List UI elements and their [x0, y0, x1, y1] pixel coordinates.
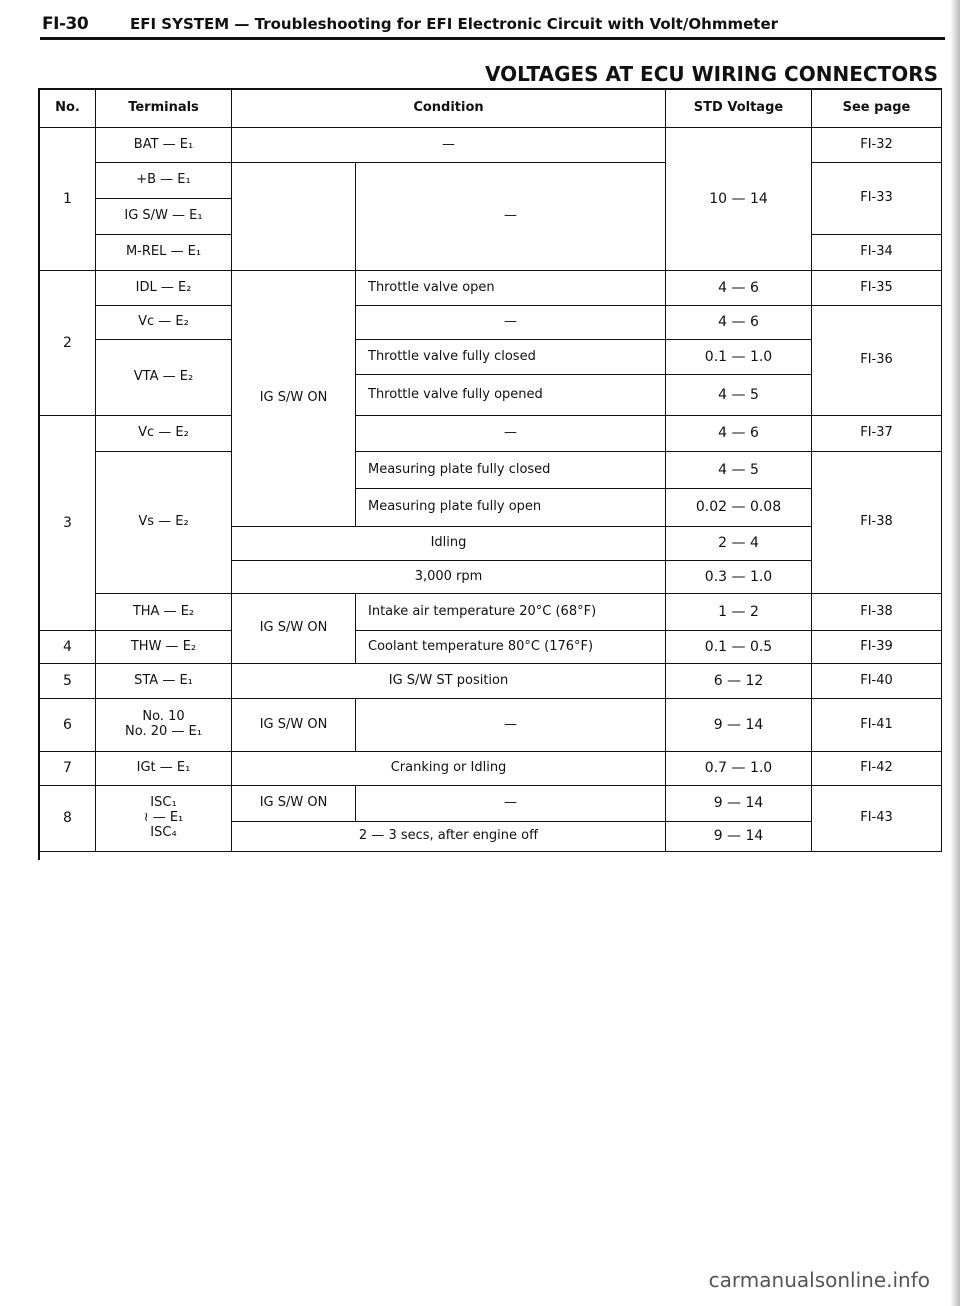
terminals-cell: STA — E₁ — [96, 664, 232, 699]
terminals-cell: No. 10 No. 20 — E₁ — [96, 699, 232, 752]
see-page-cell: FI-32 — [812, 128, 942, 163]
condition-cell: — — [356, 306, 666, 340]
header-rule — [40, 37, 945, 40]
condition-cell: Cranking or Idling — [232, 752, 666, 786]
see-page-cell: FI-42 — [812, 752, 942, 786]
condition-cell: Measuring plate fully closed — [356, 452, 666, 489]
std-voltage-cell: 9 — 14 — [666, 699, 812, 752]
see-page-cell: FI-38 — [812, 452, 942, 594]
std-voltage-cell: 10 — 14 — [666, 128, 812, 271]
terminals-cell: IDL — E₂ — [96, 271, 232, 306]
terminals-cell: Vs — E₂ — [96, 452, 232, 594]
see-page-cell: FI-40 — [812, 664, 942, 699]
terminals-cell: Vc — E₂ — [96, 416, 232, 452]
condition-cell: IG S/W ST position — [232, 664, 666, 699]
no-cell: 3 — [40, 416, 96, 631]
std-voltage-cell: 0.1 — 1.0 — [666, 340, 812, 375]
std-voltage-cell: 4 — 5 — [666, 452, 812, 489]
column-header: No. — [40, 90, 96, 128]
no-cell: 8 — [40, 786, 96, 852]
terminals-cell: VTA — E₂ — [96, 340, 232, 416]
terminals-cell: ISC₁ ≀ — E₁ ISC₄ — [96, 786, 232, 852]
condition-cell: Coolant temperature 80°C (176°F) — [356, 631, 666, 664]
std-voltage-cell: 6 — 12 — [666, 664, 812, 699]
std-voltage-cell: 9 — 14 — [666, 822, 812, 852]
condition-cell: Measuring plate fully open — [356, 489, 666, 527]
condition-cell — [232, 163, 356, 271]
see-page-cell: FI-34 — [812, 235, 942, 271]
condition-cell: Intake air temperature 20°C (68°F) — [356, 594, 666, 631]
std-voltage-cell: 4 — 5 — [666, 375, 812, 416]
condition-cell: IG S/W ON — [232, 786, 356, 822]
terminals-cell: M-REL — E₁ — [96, 235, 232, 271]
column-header: See page — [812, 90, 942, 128]
see-page-cell: FI-43 — [812, 786, 942, 852]
terminals-cell: BAT — E₁ — [96, 128, 232, 163]
condition-cell: Idling — [232, 527, 666, 561]
std-voltage-cell: 4 — 6 — [666, 306, 812, 340]
scan-edge — [950, 0, 960, 1306]
std-voltage-cell: 0.02 — 0.08 — [666, 489, 812, 527]
page-title: EFI SYSTEM — Troubleshooting for EFI Electronic Circuit with Volt/Ohmmeter — [130, 15, 779, 33]
condition-cell: — — [356, 699, 666, 752]
std-voltage-cell: 0.1 — 0.5 — [666, 631, 812, 664]
condition-cell: — — [356, 786, 666, 822]
std-voltage-cell: 2 — 4 — [666, 527, 812, 561]
terminals-cell: Vc — E₂ — [96, 306, 232, 340]
no-cell: 2 — [40, 271, 96, 416]
condition-cell: — — [232, 128, 666, 163]
section-title: VOLTAGES AT ECU WIRING CONNECTORS — [484, 62, 938, 86]
no-cell: 7 — [40, 752, 96, 786]
condition-cell: IG S/W ON — [232, 594, 356, 664]
see-page-cell: FI-41 — [812, 699, 942, 752]
column-header: STD Voltage — [666, 90, 812, 128]
see-page-cell: FI-35 — [812, 271, 942, 306]
see-page-cell: FI-36 — [812, 306, 942, 416]
std-voltage-cell: 0.7 — 1.0 — [666, 752, 812, 786]
std-voltage-cell: 0.3 — 1.0 — [666, 561, 812, 594]
no-cell: 5 — [40, 664, 96, 699]
terminals-cell: THW — E₂ — [96, 631, 232, 664]
condition-cell: Throttle valve fully opened — [356, 375, 666, 416]
std-voltage-cell: 9 — 14 — [666, 786, 812, 822]
condition-cell: Throttle valve fully closed — [356, 340, 666, 375]
condition-cell: — — [356, 163, 666, 271]
page-code: FI-30 — [42, 14, 89, 34]
see-page-cell: FI-37 — [812, 416, 942, 452]
see-page-cell: FI-39 — [812, 631, 942, 664]
column-header: Terminals — [96, 90, 232, 128]
see-page-cell: FI-33 — [812, 163, 942, 235]
std-voltage-cell: 4 — 6 — [666, 416, 812, 452]
std-voltage-cell: 4 — 6 — [666, 271, 812, 306]
terminals-cell: IG S/W — E₁ — [96, 199, 232, 235]
condition-cell: 3,000 rpm — [232, 561, 666, 594]
no-cell: 4 — [40, 631, 96, 664]
voltage-table — [38, 88, 942, 860]
see-page-cell: FI-38 — [812, 594, 942, 631]
condition-cell: IG S/W ON — [232, 271, 356, 527]
watermark: carmanualsonline.info — [708, 1268, 930, 1292]
no-cell: 6 — [40, 699, 96, 752]
std-voltage-cell: 1 — 2 — [666, 594, 812, 631]
terminals-cell: THA — E₂ — [96, 594, 232, 631]
condition-cell: — — [356, 416, 666, 452]
terminals-cell: +B — E₁ — [96, 163, 232, 199]
column-header: Condition — [232, 90, 666, 128]
condition-cell: 2 — 3 secs, after engine off — [232, 822, 666, 852]
terminals-cell: IGt — E₁ — [96, 752, 232, 786]
condition-cell: IG S/W ON — [232, 699, 356, 752]
condition-cell: Throttle valve open — [356, 271, 666, 306]
no-cell: 1 — [40, 128, 96, 271]
